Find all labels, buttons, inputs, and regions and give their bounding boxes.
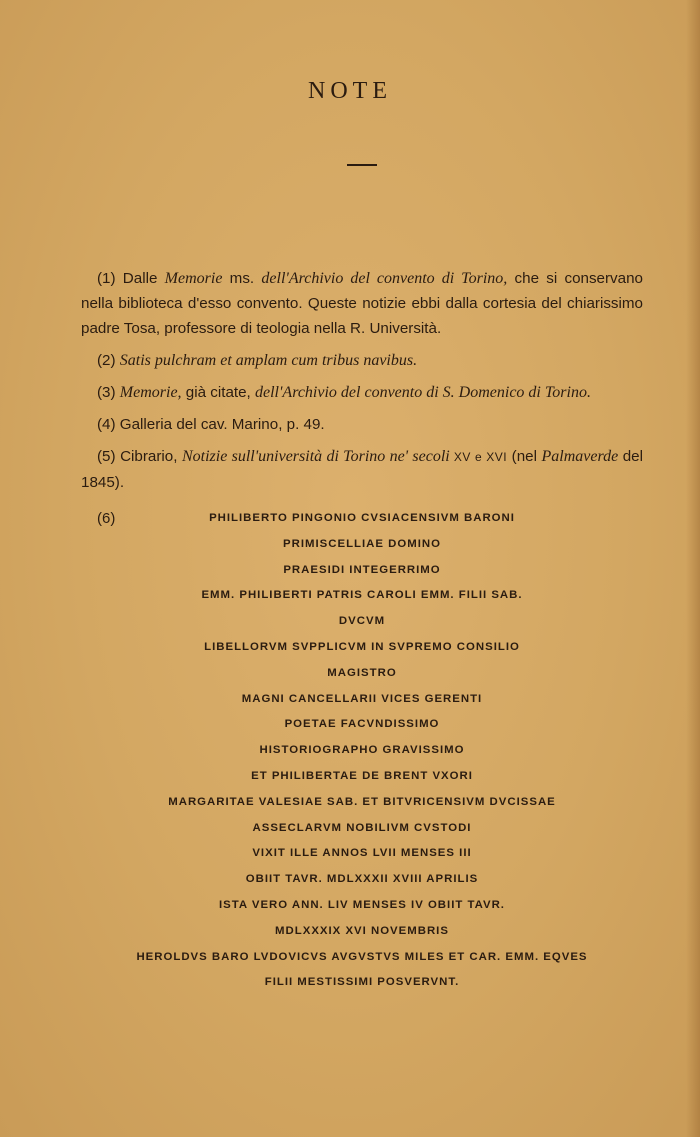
inscription-lines bbox=[81, 506, 643, 996]
note-2-italic-1: Satis pulchram et amplam cum tribus navibus. bbox=[119, 352, 418, 369]
inscription-line: MAGNI CANCELLARII VICES GERENTI bbox=[241, 692, 483, 705]
note-5-italic-1: Notizie sull'università di Torino ne' secoli bbox=[181, 448, 450, 465]
inscription-line: MDLXXXIX XVI NOVEMBRIS bbox=[275, 924, 449, 937]
inscription-line: EMM. PHILIBERTI PATRIS CAROLI EMM. FILII SAB. bbox=[201, 589, 523, 602]
note-5-centuries: XV e XVI bbox=[449, 450, 508, 464]
note-1-italic-1: Memorie bbox=[164, 270, 223, 287]
note-5-text-2: del 1845). bbox=[81, 448, 643, 491]
inscription-line: ISTA VERO ANN. LIV MENSES IV OBIIT TAVR. bbox=[219, 898, 505, 911]
inscription-line: PRIMISCELLIAE DOMINO bbox=[283, 537, 441, 550]
note-5-number: (5) Cibrario, bbox=[97, 448, 182, 465]
note-4: (4) Galleria del cav. Marino, p. 49. bbox=[97, 416, 325, 433]
inscription-line: PRAESIDI INTEGERRIMO bbox=[283, 563, 441, 576]
note-5-italic-2: Palmaverde bbox=[541, 448, 619, 465]
note-1-italic-2: dell'Archivio del convento di Torino, bbox=[261, 270, 508, 287]
inscription-line: HISTORIOGRAPHO GRAVISSIMO bbox=[259, 744, 465, 757]
inscription-line: VIXIT ILLE ANNOS LVII MENSES III bbox=[252, 847, 472, 860]
inscription-block bbox=[81, 506, 643, 996]
note-3 bbox=[81, 380, 643, 405]
note-5 bbox=[81, 444, 643, 495]
note-2 bbox=[81, 348, 643, 373]
note-1-text-1: ms. bbox=[222, 270, 262, 287]
note-2-number: (2) bbox=[97, 352, 120, 369]
inscription-line: MAGISTRO bbox=[327, 666, 397, 679]
note-3-text-1: già citate, bbox=[181, 384, 255, 401]
inscription-line: POETAE FACVNDISSIMO bbox=[284, 718, 440, 731]
note-1-text-2: che si conservano nella biblioteca d'esso convento. Queste notizie ebbi dalla cortesia del chiarissimo padre Tosa, professore di teologia nella R. Università. bbox=[81, 270, 643, 337]
note-1-number: (1) Dalle bbox=[97, 270, 165, 287]
notes-section bbox=[81, 266, 643, 502]
heading-rule bbox=[347, 164, 377, 166]
inscription-line: LIBELLORVM SVPPLICVM IN SVPREMO CONSILIO bbox=[204, 640, 520, 653]
page-edge-shadow bbox=[686, 0, 700, 1137]
inscription-line: OBIIT TAVR. MDLXXXII XVIII APRILIS bbox=[245, 873, 479, 886]
inscription-line: PHILIBERTO PINGONIO CVSIACENSIVM BARONI bbox=[209, 512, 515, 524]
inscription-number: (6) bbox=[97, 510, 116, 527]
inscription-line: ET PHILIBERTAE DE BRENT VXORI bbox=[251, 769, 473, 782]
note-5-text-1: (nel bbox=[507, 448, 542, 465]
note-1 bbox=[81, 266, 643, 341]
note-3-number: (3) bbox=[97, 384, 120, 401]
inscription-line: HEROLDVS BARO LVDOVICVS AVGVSTVS MILES ET CAR. EMM. EQVES bbox=[136, 950, 588, 963]
inscription-line: ASSECLARVM NOBILIVM CVSTODI bbox=[252, 821, 472, 834]
note-3-italic-2: dell'Archivio del convento di S. Domenico di Torino. bbox=[255, 384, 591, 401]
inscription-line: FILII MESTISSIMI POSVERVNT. bbox=[264, 976, 460, 989]
inscription-line: MARGARITAE VALESIAE SAB. ET BITVRICENSIVM DVCISSAE bbox=[168, 795, 556, 808]
note-3-italic-1: Memorie, bbox=[119, 384, 182, 401]
inscription-line: DVCVM bbox=[338, 615, 386, 628]
page-heading: NOTE bbox=[308, 78, 392, 104]
